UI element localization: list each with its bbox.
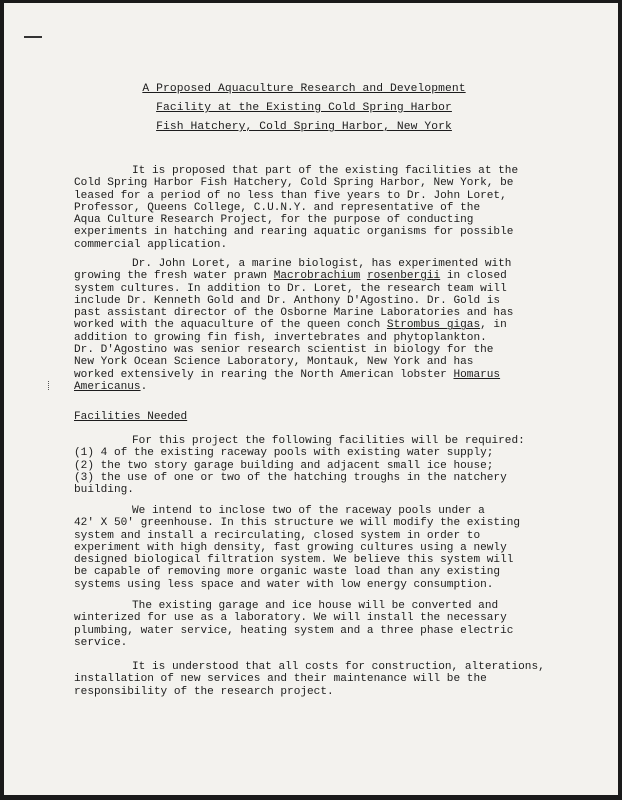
- p2-line-11: [74, 381, 513, 393]
- species-name-homarus: Homarus: [453, 368, 501, 381]
- p2-line-6-text: worked with the aquaculture of the queen conch: [74, 319, 387, 332]
- p4-line-7: systems using less space and water with low energy consumption.: [74, 578, 494, 591]
- document-title: [4, 80, 604, 137]
- p2-line-1: Dr. John Loret, a marine biologist, has experimented with: [132, 258, 512, 270]
- species-name-rosenbergii: rosenbergii: [366, 270, 441, 283]
- p5-line-1: The existing garage and ice house will be converted and: [132, 600, 499, 612]
- p4-line-4: experiment with high density, fast growing cultures using a newly: [74, 541, 507, 554]
- p2-line-9: New York Ocean Science Laboratory, Montauk, New York and has: [74, 356, 474, 369]
- p6-line-3: responsibility of the research project.: [74, 685, 334, 698]
- species-name-macrobrachium: Macrobrachium: [273, 270, 361, 283]
- p3-line-1: For this project the following facilities will be required:: [132, 435, 525, 447]
- p2-line-2-end: in closed: [440, 270, 507, 283]
- p3-line-2: (1) 4 of the existing raceway pools with existing water supply;: [74, 447, 494, 460]
- p1-line-1: It is proposed that part of the existing facilities at the: [132, 165, 519, 177]
- p2-line-6-end: , in: [480, 319, 507, 332]
- p6-line-2: installation of new services and their maintenance will be the: [74, 673, 487, 686]
- title-line-3: Fish Hatchery, Cold Spring Harbor, New York: [156, 121, 452, 133]
- p4-line-5: designed biological filtration system. We believe this system will: [74, 554, 514, 567]
- paragraph-greenhouse: [74, 505, 520, 591]
- p5-line-3: plumbing, water service, heating system and a three phase electric: [74, 624, 514, 637]
- paragraph-proposal: [74, 165, 518, 251]
- p2-line-2-text: growing the fresh water prawn: [74, 270, 274, 283]
- section-heading-facilities: Facilities Needed: [74, 411, 188, 423]
- p1-line-5: Aqua Culture Research Project, for the purpose of conducting: [74, 214, 474, 227]
- p1-line-7: commercial application.: [74, 238, 228, 251]
- p2-line-10-text: worked extensively in rearing the North American lobster: [74, 368, 454, 381]
- margin-mark: [24, 36, 42, 38]
- p4-line-2: 42' X 50' greenhouse. In this structure we will modify the existing: [74, 517, 521, 530]
- p1-line-3: leased for a period of no less than five years to Dr. John Loret,: [74, 189, 507, 202]
- paragraph-research-team: [74, 258, 513, 393]
- species-name-americanus: Americanus: [74, 380, 141, 393]
- p2-line-3: system cultures. In addition to Dr. Loret, the research team will: [74, 282, 507, 295]
- p1-line-2: Cold Spring Harbor Fish Hatchery, Cold Spring Harbor, New York, be: [74, 177, 514, 190]
- p2-line-2-space: [360, 270, 367, 282]
- p1-line-6: experiments in hatching and rearing aquatic organisms for possible: [74, 226, 514, 239]
- p2-line-8: Dr. D'Agostino was senior research scientist in biology for the: [74, 344, 494, 357]
- paragraph-facilities-list: [74, 435, 525, 496]
- p4-line-3: system and install a recirculating, closed system in order to: [74, 529, 481, 542]
- p6-line-1: It is understood that all costs for construction, alterations,: [132, 661, 545, 673]
- p2-line-4: include Dr. Kenneth Gold and Dr. Anthony D'Agostino. Dr. Gold is: [74, 294, 501, 307]
- species-name-strombus: Strombus gigas: [386, 319, 481, 332]
- p2-line-11-end: .: [140, 380, 148, 393]
- p2-line-2: [74, 270, 513, 282]
- p4-line-1: We intend to inclose two of the raceway pools under a: [132, 505, 485, 517]
- p5-line-2: winterized for use as a laboratory. We will install the necessary: [74, 612, 507, 625]
- p3-line-3: (2) the two story garage building and adjacent small ice house;: [74, 459, 494, 472]
- p5-line-4: service.: [74, 636, 128, 649]
- p2-line-6: [74, 319, 513, 331]
- p2-line-7: addition to growing fin fish, invertebrates and phytoplankton.: [74, 331, 487, 344]
- p3-line-5: building.: [74, 484, 134, 497]
- p3-line-4: (3) the use of one or two of the hatching troughs in the natchery: [74, 471, 507, 484]
- paragraph-costs: [74, 661, 545, 698]
- paragraph-laboratory: [74, 600, 513, 649]
- title-line-2: Facility at the Existing Cold Spring Harbor: [156, 102, 452, 114]
- p4-line-6: be capable of removing more organic waste load than any existing: [74, 566, 501, 579]
- p2-line-10: [74, 369, 513, 381]
- margin-tick: [48, 381, 50, 390]
- document-page: [4, 3, 618, 795]
- p2-line-5: past assistant director of the Osborne Marine Laboratories and has: [74, 307, 514, 320]
- p1-line-4: Professor, Queens College, C.U.N.Y. and representative of the: [74, 201, 481, 214]
- title-line-1: A Proposed Aquaculture Research and Development: [142, 83, 466, 95]
